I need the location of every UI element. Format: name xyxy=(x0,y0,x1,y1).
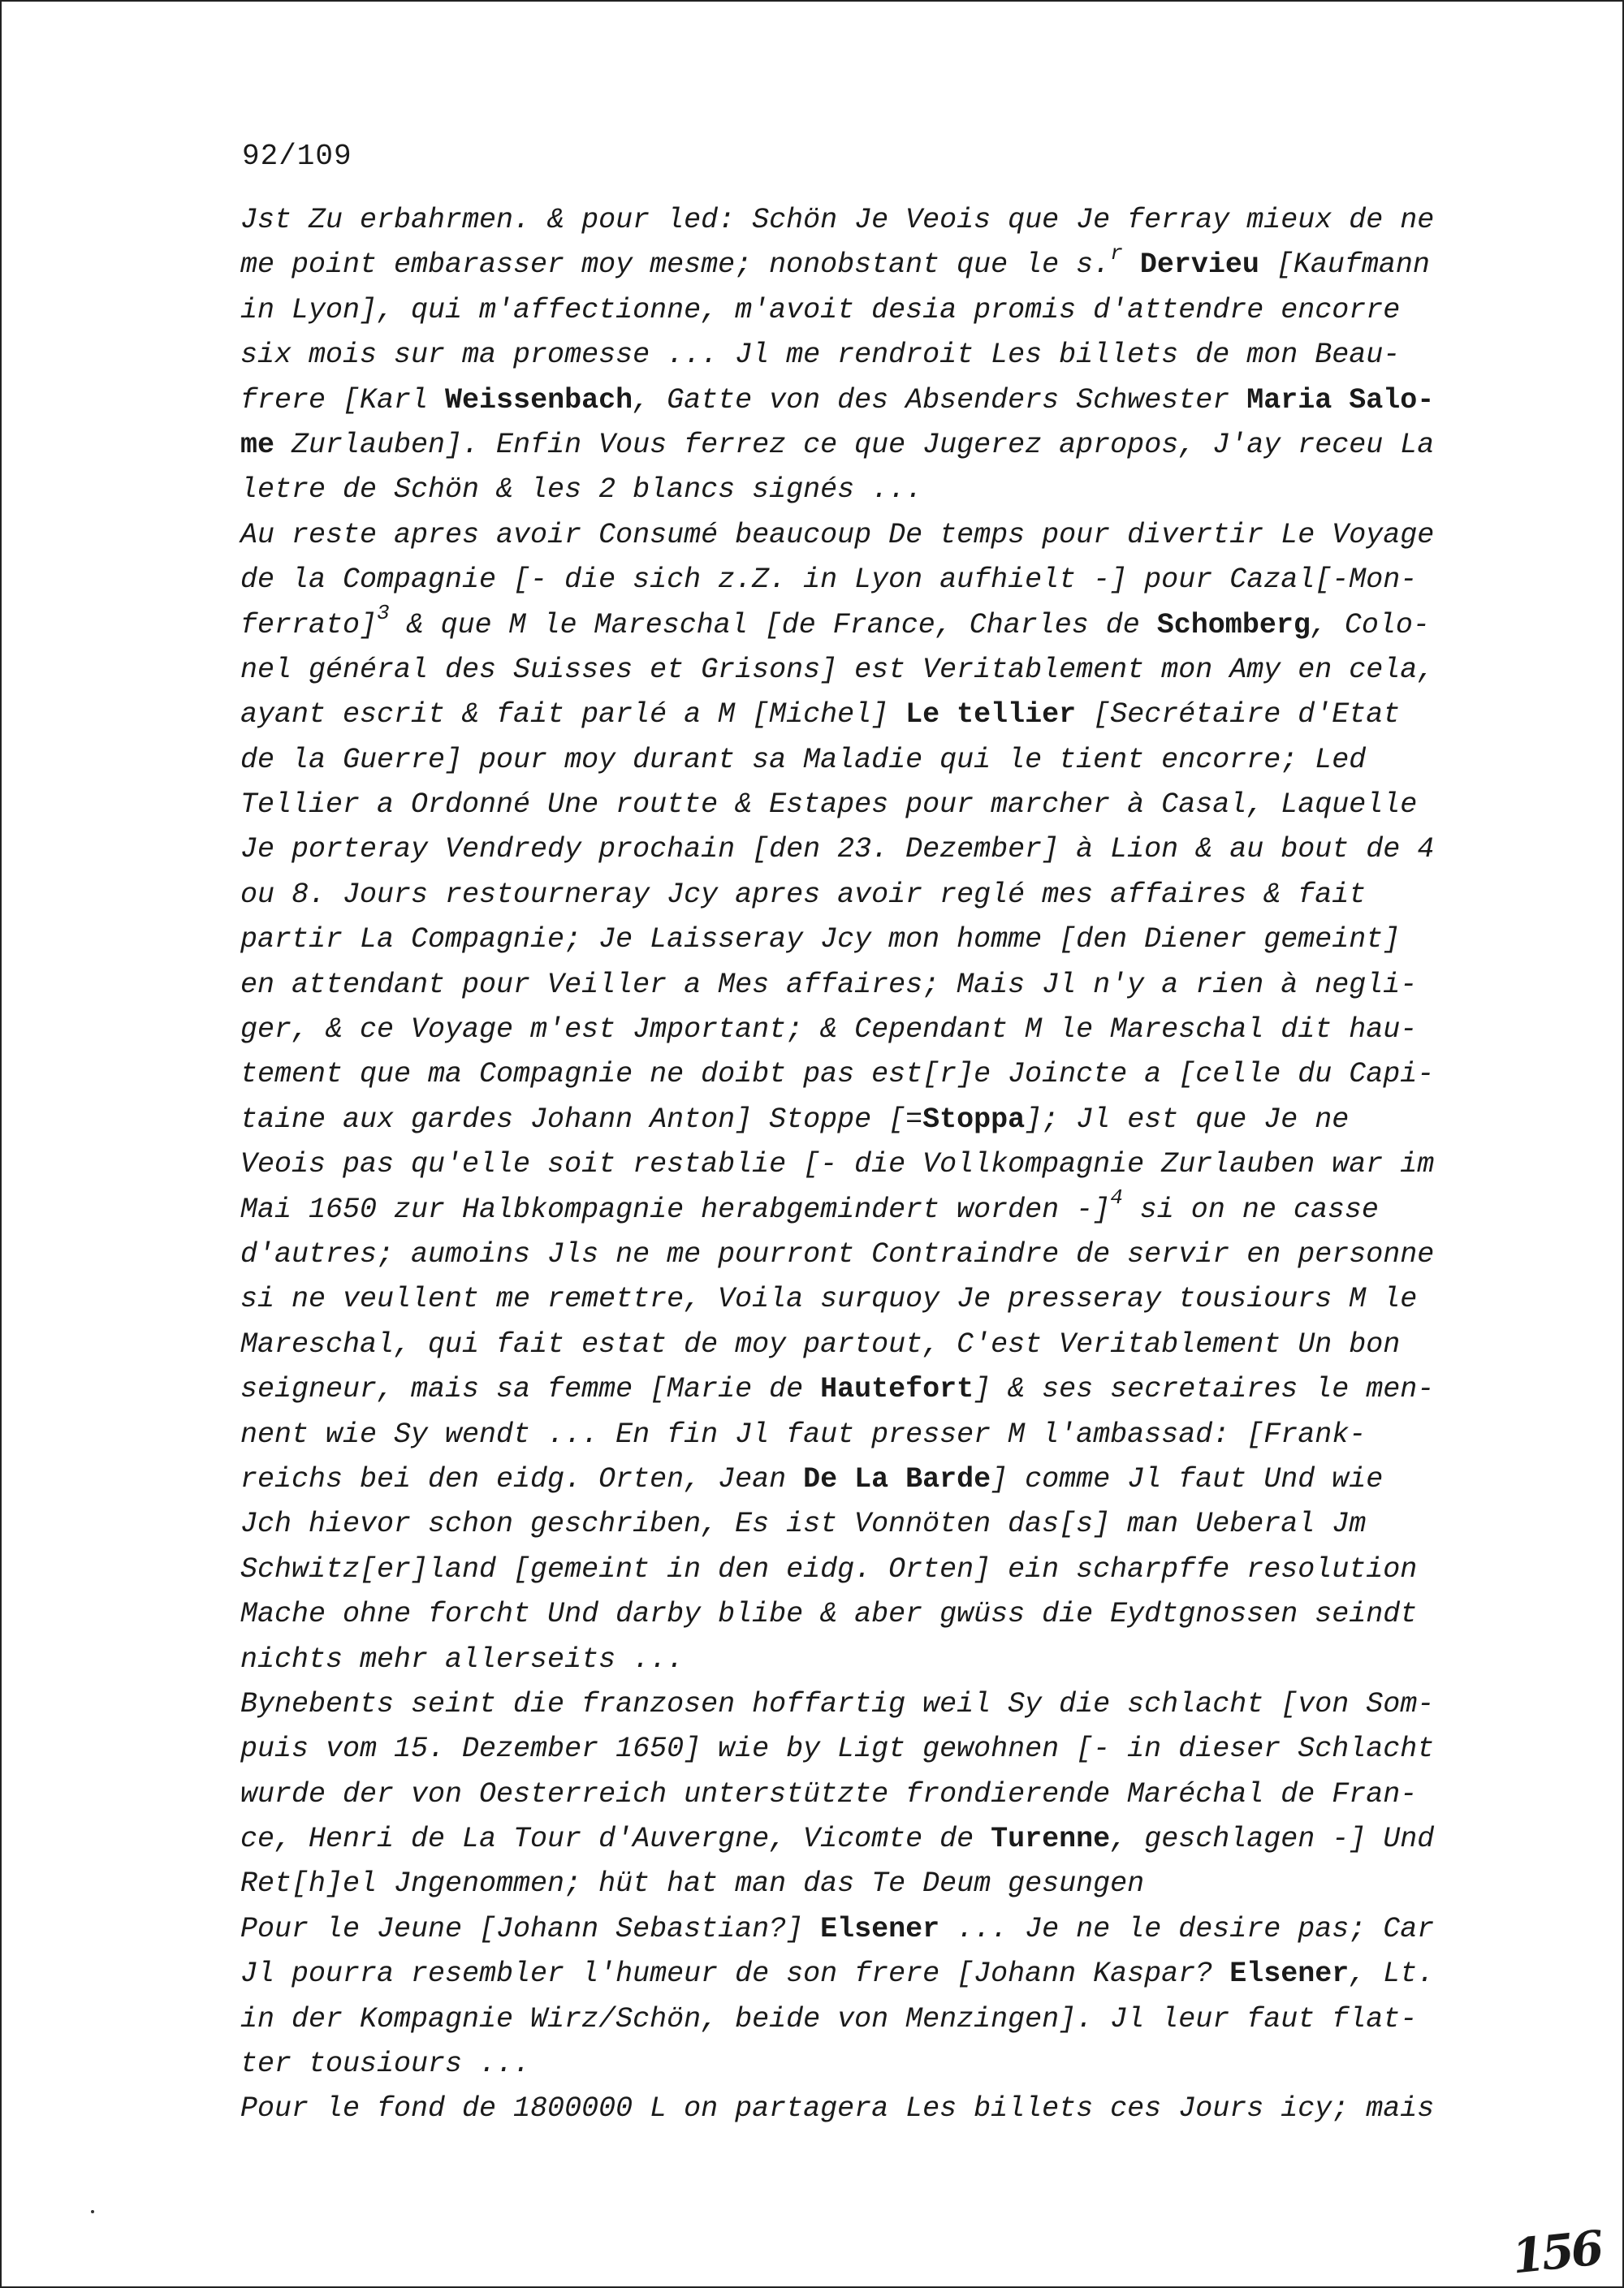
bold-name: Maria Salo- xyxy=(1246,383,1435,417)
text-line xyxy=(240,827,1483,872)
text-line xyxy=(240,1548,1483,1592)
archive-folio-number: 156 xyxy=(1509,2220,1604,2285)
text-segment: nent wie Sy wendt ... En fin Jl faut presser M l'ambassad: [Frank- xyxy=(240,1418,1367,1451)
text-segment: frere [Karl xyxy=(240,383,446,417)
text-segment: ... Je ne le desire pas; Car xyxy=(939,1912,1435,1945)
transcription-text xyxy=(240,198,1483,2132)
text-line xyxy=(240,468,1483,512)
text-line xyxy=(240,333,1483,378)
page-number: 92/109 xyxy=(242,140,352,173)
text-line xyxy=(240,1008,1483,1052)
text-segment: ] & ses secretaires le men- xyxy=(974,1373,1435,1406)
text-segment: Jl pourra resembler l'humeur de son frere [Johann Kaspar? xyxy=(240,1958,1230,1991)
text-segment: Mache ohne forcht Und darby blibe & aber gwüss die Eydtgnossen seindt xyxy=(240,1598,1418,1631)
text-segment: puis vom 15. Dezember 1650] wie by Ligt gewohnen [- in dieser Schlacht xyxy=(240,1733,1435,1766)
text-segment: nel général des Suisses et Grisons] est Veritablement mon Amy en cela, xyxy=(240,653,1435,686)
bold-name: Turenne xyxy=(991,1823,1111,1856)
text-segment: ter tousiours ... xyxy=(240,2048,531,2081)
text-segment: Veois pas qu'elle soit restablie [- die Vollkompagnie Zurlauben war im xyxy=(240,1148,1435,1181)
text-line xyxy=(240,240,1483,287)
footnote-marker: 4 xyxy=(1110,1185,1123,1210)
text-segment: six mois sur ma promesse ... Jl me rendroit Les billets de mon Beau- xyxy=(240,339,1401,372)
text-line xyxy=(240,1142,1483,1187)
text-segment: Jch hievor schon geschriben, Es ist Vonnöten das[s] man Ueberal Jm xyxy=(240,1508,1367,1541)
text-segment: & que M le Mareschal [de France, Charles de xyxy=(389,608,1157,641)
text-line xyxy=(240,648,1483,693)
text-segment: ayant escrit & fait parlé a M [Michel] xyxy=(240,698,906,732)
text-segment: wurde der von Oesterreich unterstützte frondierende Maréchal de Fran- xyxy=(240,1777,1418,1811)
text-segment: Je porteray Vendredy prochain [den 23. Dezember] à Lion & au bout de 4 xyxy=(240,833,1435,866)
text-segment: letre de Schön & les 2 blancs signés ... xyxy=(240,473,923,507)
text-segment: [Kaufmann xyxy=(1259,248,1430,282)
text-segment: ferrato] xyxy=(240,608,378,641)
text-line xyxy=(240,1185,1483,1232)
bold-name: Elsener xyxy=(820,1912,940,1945)
bold-name: Hautefort xyxy=(820,1373,974,1406)
bold-name: Stoppa xyxy=(922,1103,1026,1136)
text-line xyxy=(240,963,1483,1008)
text-segment: Schwitz[er]land [gemeint in den eidg. Orten] ein scharpffe resolution xyxy=(240,1552,1418,1586)
text-line xyxy=(240,1323,1483,1367)
text-segment: Tellier a Ordonné Une routte & Estapes pour marcher à Casal, Laquelle xyxy=(240,788,1418,822)
text-segment: tement que ma Compagnie ne doibt pas est[r]e Joincte a [celle du Capi- xyxy=(240,1058,1435,1091)
footnote-marker: 3 xyxy=(377,600,390,625)
text-line xyxy=(240,1682,1483,1727)
text-line xyxy=(240,1413,1483,1457)
bold-name: Weissenbach xyxy=(445,383,633,417)
text-line xyxy=(240,1367,1483,1412)
text-line xyxy=(240,1952,1483,1997)
text-line xyxy=(240,1772,1483,1817)
text-segment: Mareschal, qui fait estat de moy partout, C'est Veritablement Un bon xyxy=(240,1327,1401,1361)
text-line xyxy=(240,693,1483,737)
scan-speck xyxy=(91,2210,94,2213)
text-segment: partir La Compagnie; Je Laisseray Jcy mon homme [den Diener gemeint] xyxy=(240,923,1401,956)
bold-name: De La Barde xyxy=(803,1462,991,1496)
text-segment: ce, Henri de La Tour d'Auvergne, Vicomte de xyxy=(240,1823,991,1856)
text-segment: ger, & ce Voyage m'est Jmportant; & Cependant M le Mareschal dit hau- xyxy=(240,1013,1418,1047)
text-segment: , Gatte von des Absenders Schwester xyxy=(633,383,1247,417)
text-line xyxy=(240,1727,1483,1772)
text-segment: si on ne casse xyxy=(1122,1193,1379,1226)
text-line xyxy=(240,1862,1483,1906)
bold-name: Elsener xyxy=(1229,1958,1350,1991)
text-segment: si ne veullent me remettre, Voila surquoy Je presseray tousiours M le xyxy=(240,1283,1418,1316)
text-line xyxy=(240,378,1483,423)
text-segment: Jst Zu erbahrmen. & pour led: Schön Je Veois que Je ferray mieux de ne xyxy=(240,204,1435,236)
text-line xyxy=(240,1997,1483,2042)
bold-name: Dervieu xyxy=(1139,248,1259,282)
text-line xyxy=(240,198,1483,243)
bold-name: Le tellier xyxy=(905,698,1077,732)
text-segment: Au reste apres avoir Consumé beaucoup De temps pour divertir Le Voyage xyxy=(240,518,1435,551)
text-line xyxy=(240,1277,1483,1322)
text-segment: d'autres; aumoins Jls ne me pourront Contraindre de servir en personne xyxy=(240,1237,1435,1271)
text-segment: ou 8. Jours restourneray Jcy apres avoir reglé mes affaires & fait xyxy=(240,878,1367,911)
text-line xyxy=(240,288,1483,333)
text-segment: , Lt. xyxy=(1349,1958,1435,1991)
text-segment: Bynebents seint die franzosen hoffartig weil Sy die schlacht [von Som- xyxy=(240,1687,1435,1720)
text-segment: Mai 1650 zur Halbkompagnie herabgemindert worden -] xyxy=(240,1193,1111,1226)
text-line xyxy=(240,783,1483,827)
text-line xyxy=(240,917,1483,962)
bold-name: me xyxy=(240,428,275,461)
text-segment: [Secrétaire d'Etat xyxy=(1076,698,1401,732)
text-line xyxy=(240,1592,1483,1637)
bold-name: Schomberg xyxy=(1156,608,1311,641)
text-line xyxy=(240,1638,1483,1682)
text-line xyxy=(240,1817,1483,1862)
text-line xyxy=(240,423,1483,468)
text-segment: nichts mehr allerseits ... xyxy=(240,1643,685,1676)
text-line xyxy=(240,558,1483,602)
text-line xyxy=(240,873,1483,917)
text-segment: Pour le fond de 1800000 L on partagera Les billets ces Jours icy; mais xyxy=(240,2092,1435,2126)
text-segment: , geschlagen -] Und xyxy=(1110,1823,1435,1856)
text-segment: in Lyon], qui m'affectionne, m'avoit desia promis d'attendre encorre xyxy=(240,293,1401,326)
text-segment: Pour le Jeune [Johann Sebastian?] xyxy=(240,1912,821,1945)
text-line xyxy=(240,1502,1483,1547)
text-segment: me point embarasser moy mesme; nonobstant que le s. xyxy=(240,248,1111,282)
text-line xyxy=(240,1232,1483,1277)
text-segment: Ret[h]el Jngenommen; hüt hat man das Te Deum gesungen xyxy=(240,1867,1145,1901)
footnote-marker: r xyxy=(1110,240,1123,265)
text-segment: , Colo- xyxy=(1310,608,1430,641)
text-segment: de la Compagnie [- die sich z.Z. in Lyon aufhielt -] pour Cazal[-Mon- xyxy=(240,563,1418,597)
text-segment: ] comme Jl faut Und wie xyxy=(991,1462,1384,1496)
text-segment: ]; Jl est que Je ne xyxy=(1025,1103,1350,1136)
text-segment: Zurlauben]. Enfin Vous ferrez ce que Jugerez apropos, J'ay receu La xyxy=(274,428,1435,461)
text-line xyxy=(240,600,1483,648)
text-segment xyxy=(1123,248,1140,281)
text-line xyxy=(240,738,1483,783)
text-line xyxy=(240,2087,1483,2131)
text-segment: in der Kompagnie Wirz/Schön, beide von Menzingen]. Jl leur faut flat- xyxy=(240,2002,1418,2035)
text-line xyxy=(240,1098,1483,1142)
text-line xyxy=(240,1457,1483,1502)
text-segment: seigneur, mais sa femme [Marie de xyxy=(240,1373,821,1406)
text-segment: reichs bei den eidg. Orten, Jean xyxy=(240,1462,804,1496)
text-line xyxy=(240,1907,1483,1952)
text-segment: de la Guerre] pour moy durant sa Maladie qui le tient encorre; Led xyxy=(240,743,1367,776)
text-line xyxy=(240,1052,1483,1097)
text-line xyxy=(240,2042,1483,2087)
text-line xyxy=(240,513,1483,558)
text-segment: en attendant pour Veiller a Mes affaires; Mais Jl n'y a rien à negli- xyxy=(240,968,1418,1001)
text-segment: taine aux gardes Johann Anton] Stoppe [= xyxy=(240,1103,923,1136)
